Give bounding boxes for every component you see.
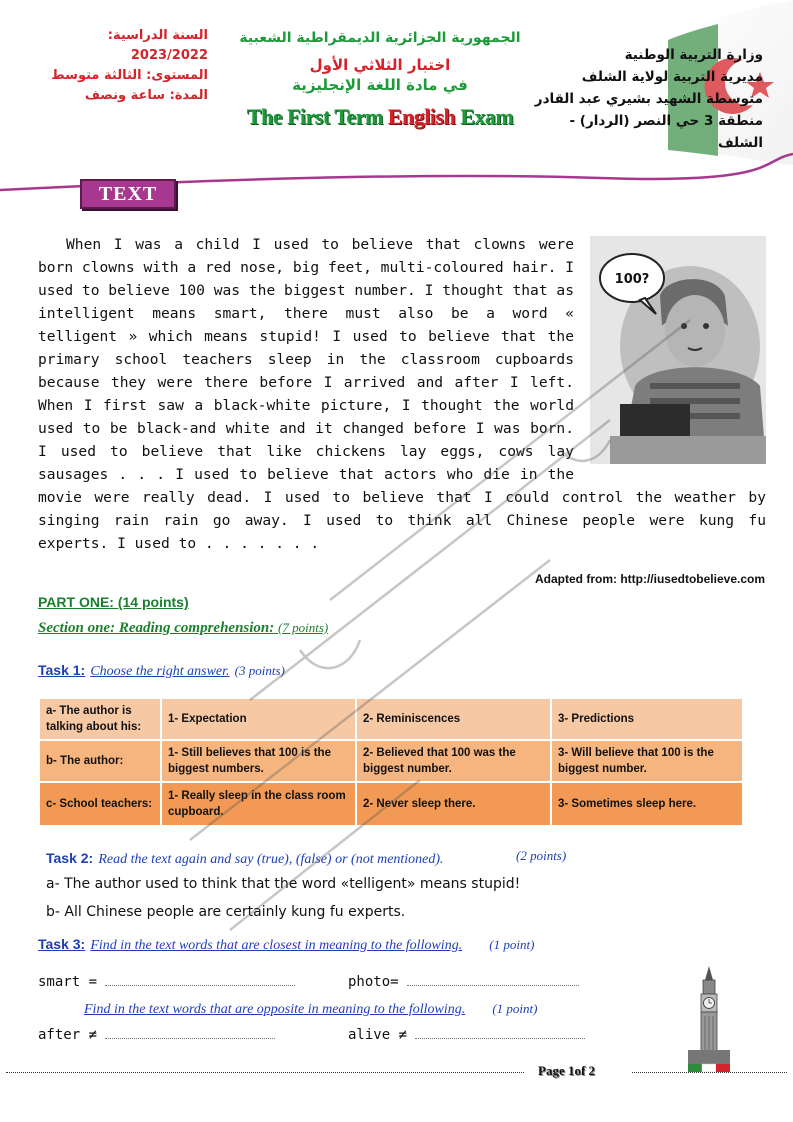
directorate-name: مديرية التربية لولاية الشلف	[581, 69, 763, 85]
synonym-word: smart =	[38, 974, 98, 990]
table-row	[39, 740, 743, 782]
answer-option[interactable]: 3- Predictions	[551, 698, 743, 740]
task3-opposites-points: (1 point)	[492, 1001, 538, 1016]
exam-title-english	[220, 104, 540, 130]
footer-rule-right	[632, 1072, 787, 1073]
synonym-item	[38, 972, 295, 990]
answer-option[interactable]: 3- Sometimes sleep here.	[551, 782, 743, 826]
answer-blank[interactable]	[407, 972, 579, 986]
exam-title-en-part2: English	[387, 104, 456, 129]
question-stem: a- The author is talking about his:	[39, 698, 161, 740]
duration-label: المدة:	[169, 88, 208, 103]
task1-points: (3 points)	[234, 663, 285, 678]
answer-option[interactable]: 2- Never sleep there.	[356, 782, 551, 826]
level-value: الثالثة متوسط	[51, 68, 142, 83]
answer-option[interactable]: 1- Still believes that 100 is the biggest numbers.	[161, 740, 356, 782]
task1-instruction: Choose the right answer.	[90, 664, 230, 679]
republic-title: الجمهورية الجزائرية الديمقراطية الشعبية	[239, 30, 521, 46]
answer-option[interactable]: 1- Expectation	[161, 698, 356, 740]
task3-instruction: Find in the text words that are closest in meaning to the following.	[90, 938, 463, 953]
answer-blank[interactable]	[415, 1025, 585, 1039]
page-number: Page 1of 2	[538, 1063, 596, 1078]
table-row	[39, 698, 743, 740]
task2-heading	[46, 848, 586, 868]
duration-value: ساعة ونصف	[84, 88, 166, 103]
opposite-item	[38, 1025, 275, 1043]
exam-title-arabic-line1: اختبار الثلاثي الأول	[309, 56, 451, 74]
section-one-points: (7 points)	[278, 620, 329, 635]
task2-statement-b: b- All Chinese people are certainly kung fu experts.	[46, 904, 406, 920]
year-value: 2023/2022	[130, 48, 208, 63]
task3-opposites-heading	[84, 998, 537, 1018]
institution-block	[523, 44, 763, 154]
answer-option[interactable]: 2- Believed that 100 was the biggest number.	[356, 740, 551, 782]
answer-blank[interactable]	[105, 972, 295, 986]
synonym-word: photo=	[348, 974, 399, 990]
task1-label: Task 1:	[38, 662, 86, 678]
part-one-title: PART ONE: (14 points)	[38, 594, 189, 610]
year-label: السنة الدراسية:	[107, 28, 208, 43]
ministry-name: وزارة التربية الوطنية	[624, 47, 763, 63]
task2-instruction: Read the text again and say (true), (false) or (not mentioned).	[98, 852, 444, 867]
opposite-word: after ≠	[38, 1027, 98, 1043]
synonym-item	[348, 972, 579, 990]
table-row	[39, 782, 743, 826]
answer-blank[interactable]	[105, 1025, 275, 1039]
answer-option[interactable]: 3- Will believe that 100 is the biggest number.	[551, 740, 743, 782]
reading-passage	[38, 233, 766, 555]
task3-heading	[38, 934, 534, 954]
exam-info-block	[28, 26, 208, 106]
photo-bubble-text: 100?	[614, 272, 650, 287]
task1-heading	[38, 660, 285, 680]
task3-points: (1 point)	[489, 937, 535, 952]
section-one-title	[38, 620, 328, 637]
question-stem: c- School teachers:	[39, 782, 161, 826]
passage-text: When I was a child I used to believe that clowns were born clowns with a red nose, big feet, multi-coloured hair. I used to believe 100 was the biggest number. I thought that as intelligent means smart, there must also be a word « telligent » which means stupid! I used to believe that the primary school teachers sleep in the classroom cupboards because they were there before I arrived and after I left. When I first saw a black-white picture, I thought the world used to be black-and white and it changed before I was born. I used to believe that like chickens lay eggs, cows lay sausages . . . I used to believe that actors who die in the movie were really dead. I used to believe that I could control the weather by singing rain rain go away. I used to think all Chinese people were kung fu experts. I used to . . . . . . .	[38, 236, 766, 552]
level-label: المستوى:	[146, 68, 208, 83]
school-zone: منطقة 3 حي النصر (الردار) - الشلف	[569, 113, 763, 151]
exam-title-en-part3: Exam	[460, 104, 514, 129]
exam-title-block	[220, 30, 540, 130]
footer-rule-left	[6, 1072, 524, 1073]
passage-source: Adapted from: http://iusedtobelieve.com	[534, 572, 765, 586]
answer-option[interactable]: 2- Reminiscences	[356, 698, 551, 740]
school-name: متوسطة الشهيد بشيري عبد القادر	[534, 91, 763, 107]
task2-label: Task 2:	[46, 850, 94, 866]
answer-option[interactable]: 1- Really sleep in the class room cupboard.	[161, 782, 356, 826]
task2-points: (2 points)	[516, 848, 567, 863]
exam-title-en-part1: The First Term	[246, 104, 383, 129]
section-one-label: Section one: Reading comprehension:	[38, 620, 275, 636]
task3-opposites-instruction: Find in the text words that are opposite in meaning to the following.	[84, 1002, 466, 1017]
task2-statement-a: a- The author used to think that the word «telligent» means stupid!	[46, 876, 521, 892]
big-ben-illustration	[686, 966, 732, 1072]
task1-choice-table	[38, 697, 744, 827]
task3-label: Task 3:	[38, 936, 86, 952]
text-section-badge: TEXT	[80, 179, 176, 209]
opposite-word: alive ≠	[348, 1027, 408, 1043]
exam-title-arabic-line2: في مادة اللغة الإنجليزية	[292, 76, 468, 94]
question-stem: b- The author:	[39, 740, 161, 782]
opposite-item	[348, 1025, 585, 1043]
